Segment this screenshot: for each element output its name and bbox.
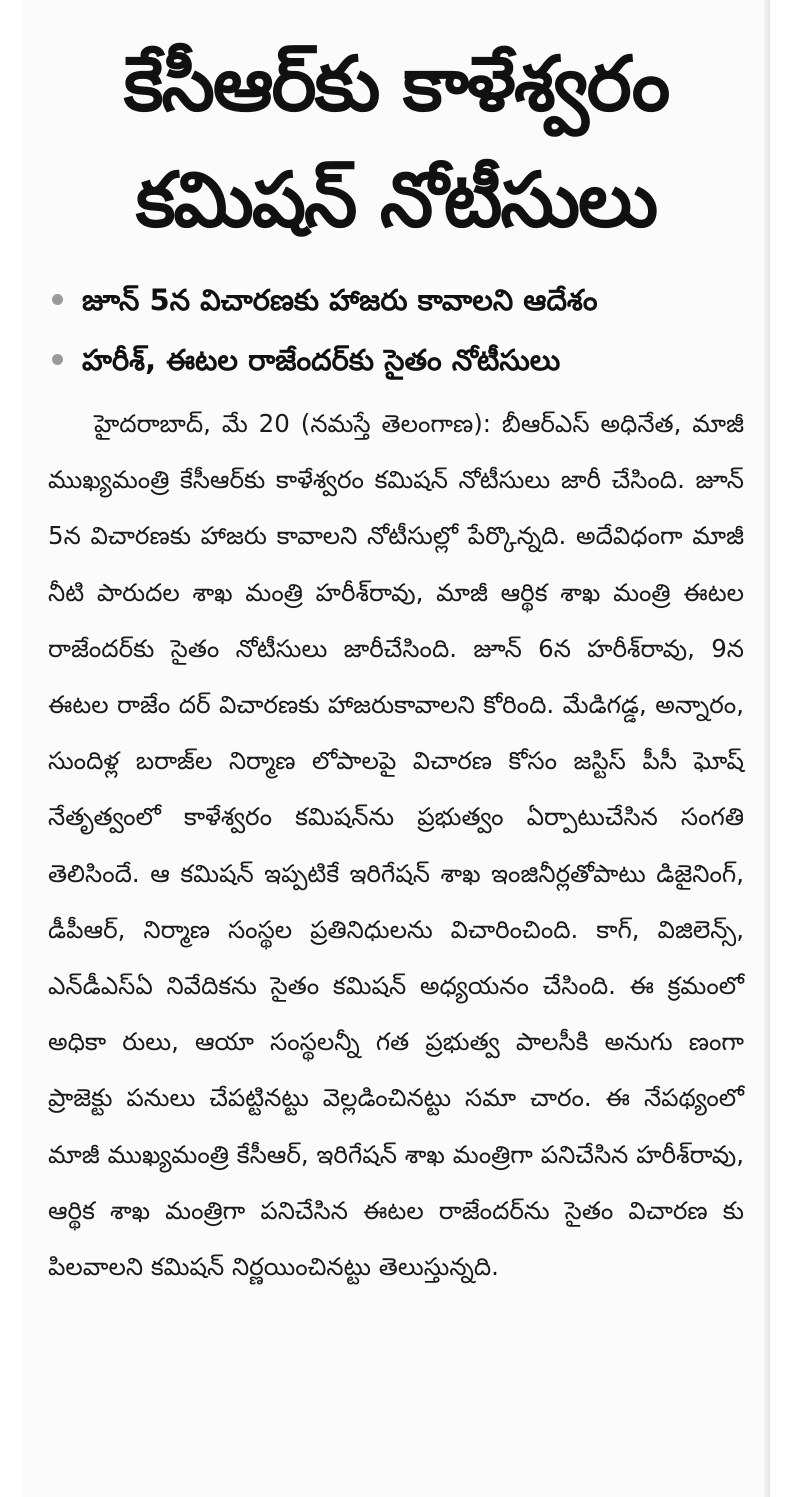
subheading-text: జూన్‌ 5న విచారణకు హాజరు కావాలని ఆదేశం <box>82 283 598 317</box>
headline-line-1: కేసీఆర్‌కు కాళేశ్వరం <box>123 39 669 128</box>
headline-line-2: కమిషన్‌ నోటీసులు <box>135 155 657 244</box>
bullet-dot-icon <box>52 354 63 365</box>
article-body: హైదరాబాద్‌, మే 20 (నమస్తే తెలంగాణ): బీఆర్‌ఎస్‌ అధినేత, మాజీ ముఖ్యమంత్రి కేసీఆర్‌కు కాళేశ్వరం కమిషన్‌ నోటీసులు జారీ చేసింది. జూన్‌ 5న విచారణకు హాజరు కావాలని నోటీసుల్లో పేర్కొన్నది. అదేవిధంగా మాజీ నీటి పారుదల శాఖ మంత్రి హరీశ్‌రావు, మాజీ ఆర్థిక శాఖ మంత్రి ఈటల రాజేందర్‌కు సైతం నోటీసులు జారీచేసింది. జూన్‌ 6న హరీశ్‌రావు, 9న ఈటల రాజేం దర్‌ విచారణకు హాజరుకావాలని కోరింది. మేడిగడ్డ, అన్నారం, సుందిళ్ల బరాజ్‌ల నిర్మాణ లోపాలపై విచారణ కోసం జస్టిస్‌ పీసీ ఘోష్‌ నేతృత్వంలో కాళేశ్వరం కమిషన్‌ను ప్రభుత్వం ఏర్పాటుచేసిన సంగతి తెలిసిందే. ఆ కమిషన్‌ ఇప్పటికే ఇరిగేషన్‌ శాఖ ఇంజినీర్లతోపాటు డిజైనింగ్‌, డీపీఆర్‌, నిర్మాణ సంస్థల ప్రతినిధులను విచారించింది. కాగ్‌, విజిలెన్స్‌, ఎన్‌డీఎస్‌ఏ నివేదికను సైతం కమిషన్‌ అధ్యయనం చేసింది. ఈ క్రమంలో అధికా రులు, ఆయా సంస్థలన్నీ గత ప్రభుత్వ పాలసీకి అనుగు ణంగా ప్రాజెక్టు పనులు చేపట్టినట్టు వెల్లడించినట్టు సమా చారం. ఈ నేపథ్యంలో మాజీ ముఖ్యమంత్రి కేసీఆర్‌, ఇరిగేషన్‌ శాఖ మంత్రిగా పనిచేసిన హరీశ్‌రావు, ఆర్థిక శాఖ మంత్రిగా పనిచేసిన ఈటల రాజేందర్‌ను సైతం విచారణ కు పిలవాలని కమిషన్‌ నిర్ణయించినట్టు తెలుస్తున్నది. <box>48 409 744 1282</box>
subheading-item <box>48 330 744 390</box>
news-clipping <box>22 0 770 1497</box>
headline <box>48 26 744 258</box>
subheadings <box>48 270 744 390</box>
subheading-item <box>48 270 744 330</box>
clipping-edge <box>764 0 770 1497</box>
bullet-dot-icon <box>52 294 63 305</box>
subheading-text: హరీశ్‌, ఈటల రాజేందర్‌కు సైతం నోటీసులు <box>82 343 561 377</box>
